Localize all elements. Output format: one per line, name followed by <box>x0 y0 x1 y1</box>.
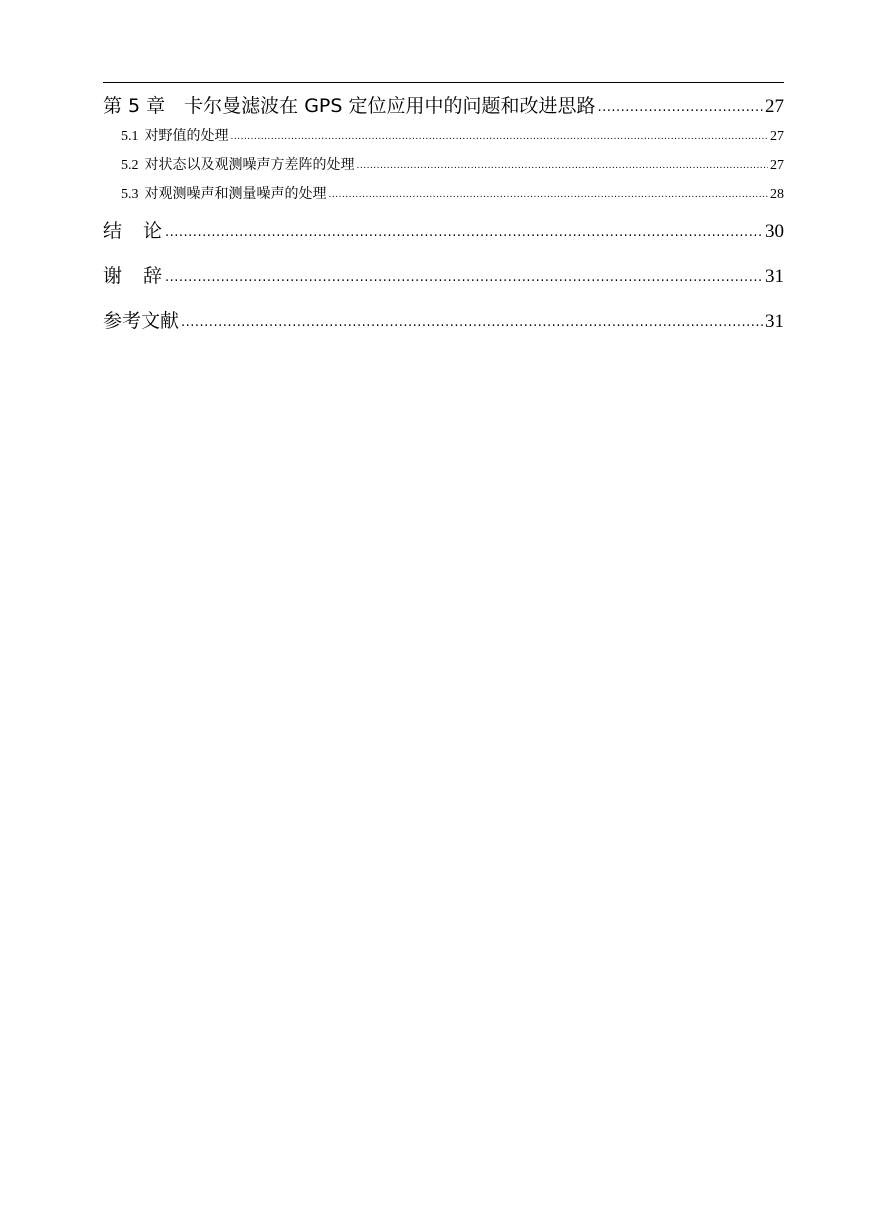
dot-leader <box>165 210 763 255</box>
toc-page-number: 31 <box>765 311 784 332</box>
toc-entry-section-5-1[interactable] <box>103 122 784 151</box>
dot-leader <box>329 181 769 210</box>
header-rule <box>103 82 784 83</box>
dot-leader <box>165 255 763 300</box>
toc-entry-acknowledgements[interactable] <box>103 254 784 299</box>
toc-page-number: 28 <box>770 187 784 202</box>
toc-page-number: 27 <box>770 158 784 173</box>
toc-entry-title: 结 论 <box>103 220 164 242</box>
toc-entry-chapter-5[interactable] <box>103 90 784 122</box>
table-of-contents <box>103 90 784 344</box>
dot-leader <box>357 152 769 181</box>
toc-entry-title <box>121 180 327 209</box>
toc-entry-title: 谢 辞 <box>103 265 164 287</box>
section-number: 5.3 <box>121 187 139 202</box>
toc-entry-title <box>121 122 229 151</box>
section-title: 对野值的处理 <box>144 128 229 144</box>
toc-page-number: 30 <box>765 221 784 242</box>
section-title: 对状态以及观测噪声方差阵的处理 <box>144 157 355 173</box>
dot-leader <box>598 92 764 124</box>
toc-entry-title <box>121 151 355 180</box>
toc-entry-title: 第 5 章 卡尔曼滤波在 GPS 定位应用中的问题和改进思路 <box>103 95 596 117</box>
dot-leader <box>231 123 769 152</box>
toc-entry-references[interactable] <box>103 299 784 344</box>
toc-entry-section-5-3[interactable] <box>103 180 784 209</box>
section-title: 对观测噪声和测量噪声的处理 <box>144 186 327 202</box>
toc-page-number: 31 <box>765 266 784 287</box>
section-number: 5.2 <box>121 158 139 173</box>
section-number: 5.1 <box>121 129 139 144</box>
toc-entry-title: 参考文献 <box>103 310 180 332</box>
toc-entry-section-5-2[interactable] <box>103 151 784 180</box>
toc-page-number: 27 <box>765 96 784 117</box>
toc-page-number: 27 <box>770 129 784 144</box>
toc-entry-conclusion[interactable] <box>103 209 784 254</box>
dot-leader <box>181 300 763 345</box>
